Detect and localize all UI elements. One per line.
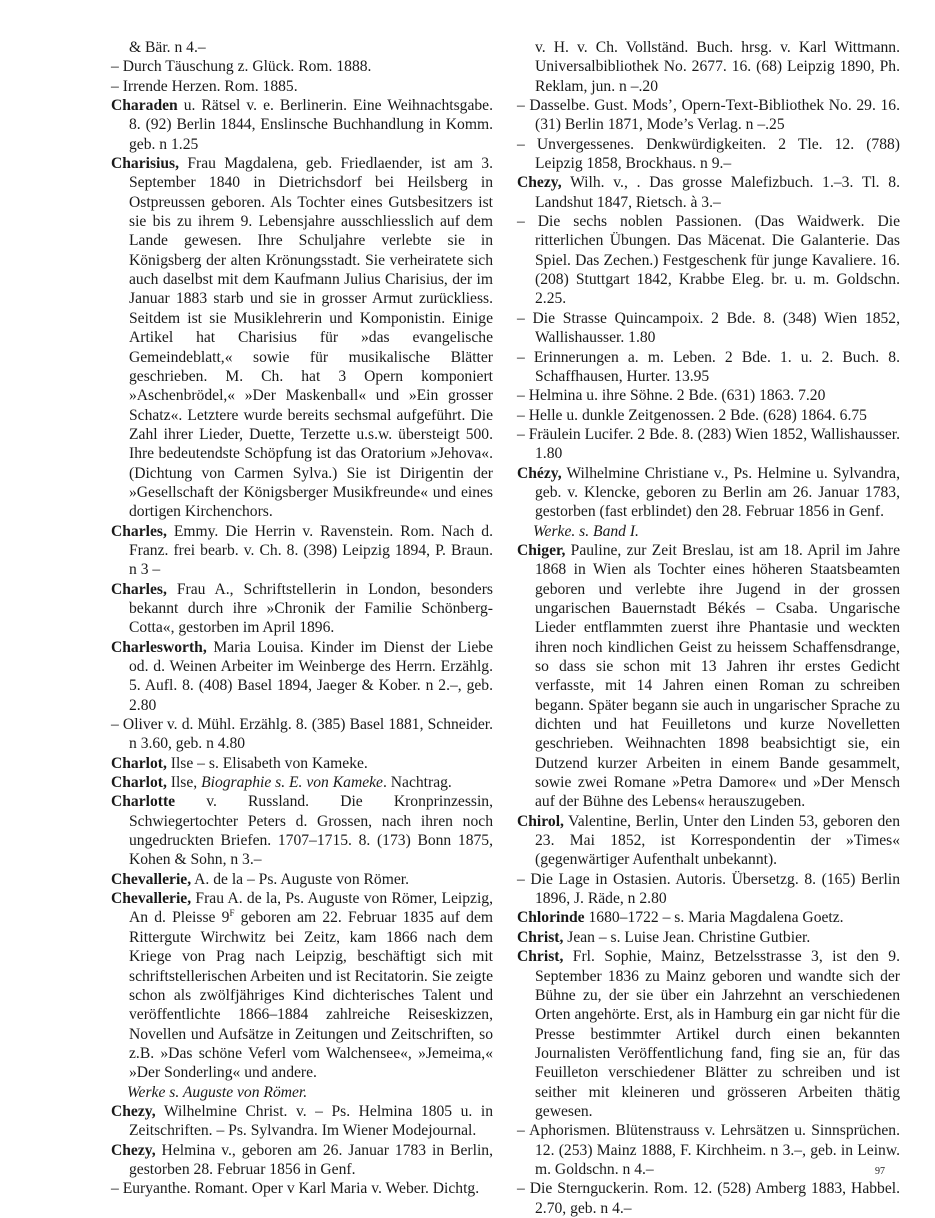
entry-italic-reference: Biographie s. E. von Kameke (201, 774, 383, 792)
lexicon-entry (517, 173, 900, 212)
entry-text: v. Russland. Die Kronprinzessin, Schwiegertochter Peters d. Grossen, nach ihren noch ungedruckten Briefen. 1707–1715. 8. (173) Bonn 1875, Kohen & Sohn, n 3.– (129, 793, 493, 869)
entry-headword: Charlot, (111, 774, 167, 792)
entry-headword: Chezy, (517, 174, 562, 192)
entry-headword: Christ, (517, 928, 564, 946)
lexicon-entry (111, 522, 493, 580)
lexicon-entry (517, 947, 900, 1121)
works-reference: Werke s. Auguste von Römer. (127, 1083, 308, 1101)
page-number: 97 (875, 1166, 885, 1177)
entry-text: Pauline, zur Zeit Breslau, ist am 18. April im Jahre 1868 in Wien als Tochter eines höheren Staatsbeamten geboren und verlebte ihre Jugend in der grossen ungarischen Bauernstadt Békés – Csaba. Ungarische Lieder entflammten zuerst ihre Phantasie und weckten ihren noch kindlichen Geist zu heissem Schaffensdrange, so dass sie schon mit 13 Jahren ihr erstes Gedicht verfasste, mit 14 Jahren einen Roman zu schreiben begann. Später begann sie auch in ungarischer Sprache zu dichten und hat Feuilletons und kurze Novelletten geschrieben. Weihnachten 1898 beabsichtigt sie, ein Dutzend kurzer Arbeiten in einem Bande gesammelt, sowie zwei Romane »Petra Damore« und »Der Mensch auf der Bühne des Lebens« herauszugeben. (535, 541, 900, 811)
entry-headword: Charlesworth, (111, 638, 207, 656)
sub-entry: – Die Strasse Quincampoix. 2 Bde. 8. (348) Wien 1852, Wallishausser. 1.80 (517, 309, 900, 347)
entry-headword: Chevallerie, (111, 890, 192, 908)
entry-text: Valentine, Berlin, Unter den Linden 53, geboren den 23. Mai 1852, ist Korrespondentin der »Times« (gegenwärtiger Aufenthalt unbekannt). (535, 812, 900, 869)
entry-headword: Christ, (517, 948, 564, 966)
entry-headword: Chezy, (111, 1102, 156, 1120)
entry-headword: Chezy, (111, 1141, 156, 1159)
entry-text: Frau Magdalena, geb. Friedlaender, ist am 3. September 1840 in Dietrichsdorf bei Heilsberg in Ostpreussen geboren. Als Tochter eines Gutsbesitzers ist sie bis zu ihrem 9. Lebensjahre ausschliesslich auf dem Lande gewesen. Ihre Schuljahre verlebte sie in Königsberg der alten Krönungsstadt. Sie verheiratete sich auch daselbst mit dem Kaufmann Julius Charisius, der im Januar 1883 starb und sie in grosser Armut zurückliess. Seitdem ist sie Musiklehrerin und Komponistin. Einige Artikel hat Charisius für »das evangelische Gemeindeblatt,« sowie für musikalische Blätter geschrieben. M. Ch. hat 3 Opern komponiert »Aschenbrödel,« »Der Maskenball« und »Ein grosser Schatz«. Letztere wurde bereits sechsmal aufgeführt. Die Zahl ihrer Lieder, Duette, Terzette u.s.w. übersteigt 500. Ihre bedeutendste Schöpfung ist das Oratorium »Jehova«. (Dichtung von Carmen Sylva.) Sie ist Dirigentin der »Gesellschaft der Königsberger Musikfreunde« und eines dortigen Kirchenchors. (129, 155, 493, 521)
lexicon-entry (111, 1102, 493, 1141)
sub-entry: – Oliver v. d. Mühl. Erzählg. 8. (385) Basel 1881, Schneider. n 3.60, geb. n 4.80 (111, 716, 493, 753)
entry-text: u. Rätsel v. e. Berlinerin. Eine Weihnachtsgabe. 8. (92) Berlin 1844, Enslinsche Buchhandlung in Komm. geb. n 1.25 (129, 97, 493, 153)
entry-headword: Charlot, (111, 754, 167, 772)
left-column (111, 38, 493, 1199)
entry-headword: Chevallerie, (111, 870, 192, 888)
entry-text: Wilhelmine Christiane v., Ps. Helmine u. Sylvandra, geb. v. Klencke, geboren zu Berlin am 26. Januar 1783, gestorben (fast erblindet) den 28. Februar 1856 in Genf. (535, 464, 900, 521)
entry-text: Jean – s. Luise Jean. Christine Gutbier. (563, 928, 811, 946)
entry-text: Frau A. de la, Ps. Auguste von Römer, Leipzig, An d. Pleisse 9 (129, 890, 493, 927)
entry-text: Wilhelmine Christ. v. – Ps. Helmina 1805 u. in Zeitschriften. – Ps. Sylvandra. Im Wiener Modejournal. (129, 1102, 493, 1140)
lexicon-entry (517, 812, 900, 870)
lexicon-entry (111, 870, 493, 889)
lexicon-entry (517, 908, 900, 927)
entry-text: A. de la – Ps. Auguste von Römer. (191, 870, 409, 888)
entry-text: Wilh. v., . Das grosse Malefizbuch. 1.–3. Tl. 8. Landshut 1847, Rietsch. à 3.– (535, 174, 900, 211)
entry-headword: Charisius, (111, 155, 180, 173)
entry-text: Ilse, (166, 774, 202, 792)
works-reference: Werke. s. Band I. (533, 522, 639, 540)
lexicon-entry (111, 154, 493, 522)
sub-entry: – Die sechs noblen Passionen. (Das Waidwerk. Die ritterlichen Übungen. Das Mäcenat. Die Galanterie. Das Spiel. Das Zechen.) Festgeschenk für junge Kavaliere. 16. (208) Stuttgart 1842, Krabbe Eleg. br. u. m. Goldschn. 2.25. (517, 213, 900, 308)
sub-entry: – Die Sternguckerin. Rom. 12. (528) Amberg 1883, Habbel. 2.70, geb. n 4.– (517, 1180, 900, 1217)
sub-entry: – Dasselbe. Gust. Mods’, Opern-Text-Bibliothek No. 29. 16. (31) Berlin 1871, Mode’s Verlag. n –.25 (517, 97, 900, 134)
entry-headword: Chirol, (517, 812, 564, 830)
entry-continuation: & Bär. n 4.– (129, 39, 206, 56)
lexicon-entry (517, 464, 900, 522)
sub-entry: – Fräulein Lucifer. 2 Bde. 8. (283) Wien 1852, Wallishausser. 1.80 (517, 425, 900, 463)
entry-text-continued: geboren am 22. Februar 1835 auf dem Rittergute Wirchwitz bei Zeitz, kam 1866 nach dem Kriege von Prag nach Leipzig, beschäftigt sich mit schriftstellerischen Arbeiten und ist Recitatorin. Sie zeigte schon als zwölfjähriges Kind dichterisches Talent und veröffentlichte 1866–1884 zahlreiche Reiseskizzen, Novellen und Aufsätze in Zeitungen und Zeitschriften, so z.B. »Das schöne Veferl vom Walchensee«, »Jemeima,« »Der Sonderling« und andere. (129, 909, 494, 1082)
lexicon-entry (111, 773, 493, 792)
entry-continuation: v. H. v. Ch. Vollständ. Buch. hrsg. v. Karl Wittmann. Universalbibliothek No. 2677. 16. (68) Leipzig 1890, Ph. Reklam, jun. n –.20 (535, 39, 900, 95)
entry-text: 1680–1722 – s. Maria Magdalena Goetz. (584, 909, 844, 927)
lexicon-entry (111, 754, 493, 773)
right-column (517, 38, 900, 1218)
lexicon-entry (111, 638, 493, 715)
entry-text-continued: . Nachtrag. (382, 774, 452, 792)
sub-entry: – Helle u. dunkle Zeitgenossen. 2 Bde. (628) 1864. 6.75 (517, 406, 867, 424)
entry-text: Emmy. Die Herrin v. Ravenstein. Rom. Nach d. Franz. frei bearb. v. Ch. 8. (398) Leipzig 1894, P. Braun. n 3 – (129, 522, 493, 579)
entry-headword: Chlorinde (517, 909, 585, 927)
entry-headword: Chiger, (517, 541, 566, 559)
lexicon-entry (111, 1141, 493, 1180)
sub-entry: – Aphorismen. Blütenstrauss v. Lehrsätzen u. Sinnsprüchen. 12. (253) Mainz 1888, F. Kirchheim. n 3.–, geb. in Leinw. m. Goldschn. n 4.– (517, 1122, 900, 1178)
lexicon-entry (111, 96, 493, 154)
sub-entry: – Euryanthe. Romant. Oper v Karl Maria v. Weber. Dichtg. (111, 1180, 480, 1198)
entry-headword: Charles, (111, 522, 167, 540)
sub-entry: – Unvergessenes. Denkwürdigkeiten. 2 Tle. 12. (788) Leipzig 1858, Brockhaus. n 9.– (517, 135, 900, 173)
lexicon-entry (111, 792, 493, 869)
superscript: F (229, 908, 235, 919)
entry-text: Ilse – s. Elisabeth von Kameke. (166, 754, 368, 772)
lexicon-entry (111, 580, 493, 638)
entry-headword: Chézy, (517, 464, 562, 482)
sub-entry: – Durch Täuschung z. Glück. Rom. 1888. (111, 58, 372, 76)
lexicon-entry (111, 889, 493, 1082)
entry-headword: Charles, (111, 580, 167, 598)
lexicon-entry (517, 541, 900, 812)
sub-entry: – Die Lage in Ostasien. Autoris. Übersetzg. 8. (165) Berlin 1896, J. Räde, n 2.80 (517, 870, 900, 908)
sub-entry: – Irrende Herzen. Rom. 1885. (111, 77, 298, 95)
entry-text: Helmina v., geboren am 26. Januar 1783 in Berlin, gestorben 28. Februar 1856 in Genf. (129, 1141, 493, 1178)
lexicon-entry (517, 928, 900, 947)
sub-entry: – Helmina u. ihre Söhne. 2 Bde. (631) 1863. 7.20 (517, 387, 826, 405)
entry-headword: Charlotte (111, 793, 176, 811)
entry-text: Frau A., Schriftstellerin in London, besonders bekannt durch ihre »Chronik der Familie Schönberg-Cotta«, gestorben im April 1896. (129, 580, 493, 637)
sub-entry: – Erinnerungen a. m. Leben. 2 Bde. 1. u. 2. Buch. 8. Schaffhausen, Hurter. 13.95 (517, 348, 900, 385)
entry-text: Maria Louisa. Kinder im Dienst der Liebe od. d. Weinen Arbeiter im Weinberge des Herrn. Erzählg. 5. Aufl. 8. (408) Basel 1894, Jaeger & Kober. n 2.–, geb. 2.80 (129, 638, 493, 714)
entry-headword: Charaden (111, 97, 178, 115)
entry-text: Frl. Sophie, Mainz, Betzelsstrasse 3, ist den 9. September 1836 zu Mainz geboren und wandte sich der Bühne zu, der sie über ein Jahrzehnt an verschiedenen Orten angehörte. Erst, als in Hamburg ein gar nicht für die Presse bestimmter Artikel durch einen bekannten Journalisten Veröffentlichung fand, fing sie an, für das Feuilleton verschiedener Blätter zu schreiben und ist seither mit kleineren und grösseren Arbeiten thätig gewesen. (535, 948, 900, 1120)
